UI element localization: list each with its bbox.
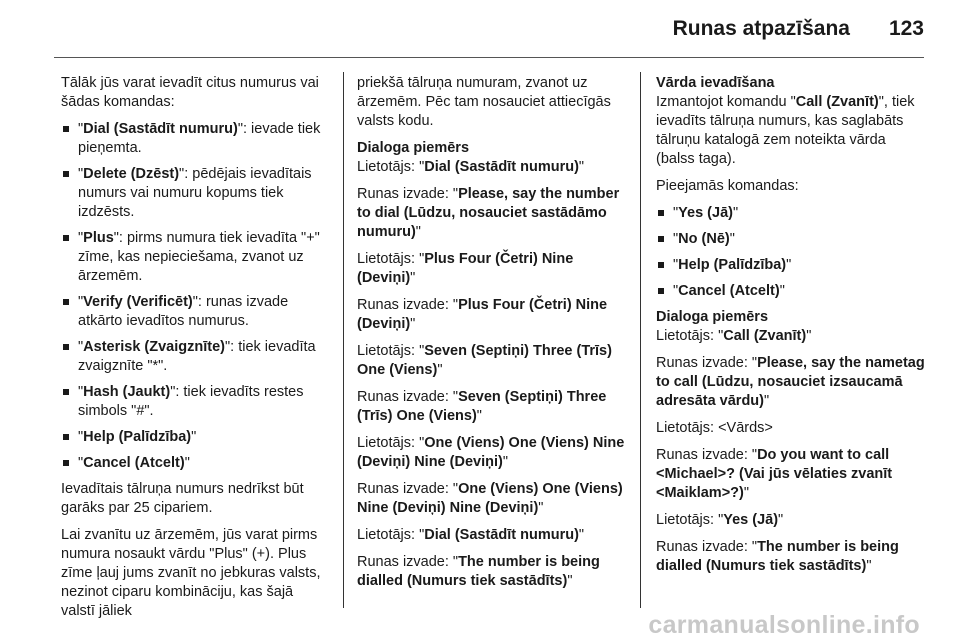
bullet-square-icon <box>63 460 69 466</box>
dialog-line: Runas izvade: "The number is being dialled (Numurs tiek sastādīts)" <box>357 554 600 589</box>
paragraph: Ievadītais tālruņa numurs nedrīkst būt garāks par 25 cipariem. <box>61 481 304 516</box>
dialog-line: Runas izvade: "Plus Four (Četri) Nine (Deviņi)" <box>357 297 608 332</box>
bullet-square-icon <box>63 299 69 305</box>
paragraph: Lai zvanītu uz ārzemēm, jūs varat pirms numura nosaukt vārdu "Plus" (+). Plus zīme ļauj jums zvanīt no jebkuras valsts, nezinot ciparu kombināciju, kas šajā valstī jāliek <box>61 527 321 619</box>
bullet-square-icon <box>63 434 69 440</box>
dialog-line: Runas izvade: "Seven (Septiņi) Three (Trīs) One (Viens)" <box>357 389 607 424</box>
page-header <box>0 0 960 58</box>
list-item: "Hash (Jaukt)": tiek ievadīts restes simbols "#". <box>61 383 329 421</box>
list-item: "No (Nē)" <box>656 230 926 249</box>
dialog-line: Lietotājs: "Call (Zvanīt)" <box>656 328 812 344</box>
bullet-square-icon <box>63 171 69 177</box>
dialog-line: Lietotājs: "Dial (Sastādīt numuru)" <box>357 527 585 543</box>
dialog-line: Lietotājs: "One (Viens) One (Viens) Nine (Deviņi) Nine (Deviņi)" <box>357 435 625 470</box>
bullet-square-icon <box>63 235 69 241</box>
dialog-line: Lietotājs: "Plus Four (Četri) Nine (Deviņi)" <box>357 251 574 286</box>
dialog-line: Lietotājs: <Vārds> <box>656 420 773 436</box>
dialog-line: Runas izvade: "The number is being dialled (Numurs tiek sastādīts)" <box>656 539 899 574</box>
page-number: 123 <box>888 17 924 40</box>
list-item: "Help (Palīdzība)" <box>656 256 926 275</box>
dialog-line: Lietotājs: "Dial (Sastādīt numuru)" <box>357 159 585 175</box>
bullet-square-icon <box>658 236 664 242</box>
column-1 <box>61 74 329 629</box>
dialog-line: Runas izvade: "Do you want to call <Michael>? (Vai jūs vēlaties zvanīt <Maiklam>?)" <box>656 447 893 501</box>
list-item: "Yes (Jā)" <box>656 204 926 223</box>
bullet-square-icon <box>658 262 664 268</box>
list-item: "Delete (Dzēst)": pēdējais ievadītais numurs vai numuru kopums tiek izdzēsts. <box>61 165 329 222</box>
bullet-square-icon <box>63 389 69 395</box>
dialog-line: Runas izvade: "Please, say the number to dial (Lūdzu, nosauciet sastādāmo numuru)" <box>357 186 620 240</box>
list-item: "Cancel (Atcelt)" <box>656 282 926 301</box>
list-item: "Cancel (Atcelt)" <box>61 454 329 473</box>
column-divider-2 <box>640 72 641 608</box>
dialog-line: Runas izvade: "One (Viens) One (Viens) Nine (Deviņi) Nine (Deviņi)" <box>357 481 623 516</box>
paragraph: priekšā tālruņa numuram, zvanot uz ārzemēm. Pēc tam nosauciet attiecīgās valsts kodu. <box>357 75 611 129</box>
page-title: Runas atpazīšana <box>672 17 850 40</box>
intro-text: Tālāk jūs varat ievadīt citus numurus vai šādas komandas: <box>61 75 319 110</box>
list-item: "Asterisk (Zvaigznīte)": tiek ievadīta zvaigznīte "*". <box>61 338 329 376</box>
bullet-square-icon <box>63 344 69 350</box>
column-3 <box>656 74 926 584</box>
section-heading: Dialoga piemērs <box>656 309 769 325</box>
list-item: "Verify (Verificēt)": runas izvade atkārto ievadītos numurus. <box>61 293 329 331</box>
header-divider <box>54 57 924 58</box>
dialog-line: Runas izvade: "Please, say the nametag to call (Lūdzu, nosauciet izsaucamā adresāta vārdu)" <box>656 355 925 409</box>
bullet-square-icon <box>658 288 664 294</box>
column-divider-1 <box>343 72 344 608</box>
paragraph: Izmantojot komandu "Call (Zvanīt)", tiek ievadīts tālruņa numurs, kas saglabāts tālruņu katalogā zem noteikta vārda (balss taga). <box>656 94 915 167</box>
dialog-line: Lietotājs: "Yes (Jā)" <box>656 512 784 528</box>
column-2 <box>357 74 627 599</box>
list-item: "Dial (Sastādīt numuru)": ievade tiek pieņemta. <box>61 120 329 158</box>
watermark-text: carmanualsonline.info <box>648 611 920 639</box>
bullet-square-icon <box>658 210 664 216</box>
section-heading: Vārda ievadīšana <box>656 75 775 91</box>
bullet-square-icon <box>63 126 69 132</box>
paragraph: Pieejamās komandas: <box>656 178 799 194</box>
dialog-line: Lietotājs: "Seven (Septiņi) Three (Trīs) One (Viens)" <box>357 343 612 378</box>
list-item: "Plus": pirms numura tiek ievadīta "+" zīme, kas nepieciešama, zvanot uz ārzemēm. <box>61 229 329 286</box>
list-item: "Help (Palīdzība)" <box>61 428 329 447</box>
section-heading: Dialoga piemērs <box>357 140 470 156</box>
